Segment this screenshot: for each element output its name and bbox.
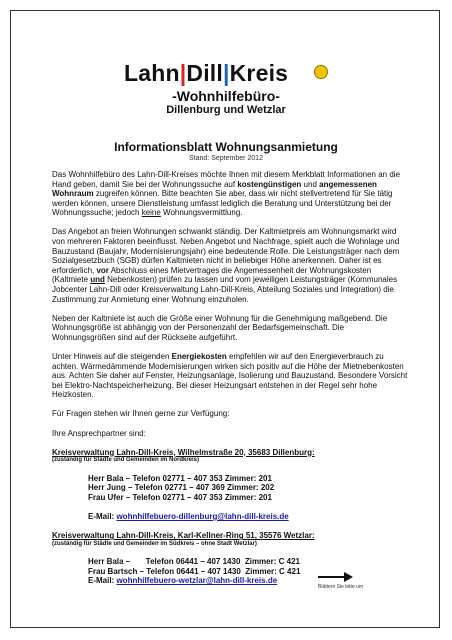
dillenburg-email-row: [52, 512, 408, 522]
logo-divider-blue: |: [222, 60, 230, 86]
dillenburg-note: (zuständig für Städte und Gemeinden im Nordkreis): [52, 457, 200, 464]
document-date: Stand: September 2012: [189, 155, 263, 162]
wetzlar-address-heading: Kreisverwaltung Lahn-Dill-Kreis, Karl-Kellner-Ring 51, 35576 Wetzlar:: [52, 531, 315, 541]
intro-text-3: zugreifen können. Bitte beachten Sie aber, dass wir nicht stellvertretend für Sie tätig werden können, unsere Dienstleistung umfasst lediglich die Beratung und Unterstützung bei der Wohnungssuche; jedoch: [52, 189, 393, 218]
logo-part-kreis: Kreis: [229, 60, 289, 86]
dillenburg-address-heading: Kreisverwaltung Lahn-Dill-Kreis, Wilhelmstraße 20, 35683 Dillenburg:: [52, 447, 315, 457]
questions-line: Für Fragen stehen wir Ihnen gerne zur Verfügung:: [52, 409, 230, 419]
energy-text: Unter Hinweis auf die steigenden: [52, 352, 172, 361]
market-paragraph: [52, 227, 408, 304]
contact-row: Herr Jung – Telefon 02771 – 407 369 Zimmer: 202: [88, 483, 275, 493]
dillenburg-email-link[interactable]: wohnhilfebuero-dillenburg@lahn-dill-kreis.de: [116, 512, 289, 522]
intro-text-2: und: [301, 179, 320, 189]
size-paragraph: Neben der Kaltmiete ist auch die Größe einer Wohnung für die Genehmigung maßgebend. Die Wohnungsgröße ist abhängig von der Personenzahl der Bedarfsgemeinschaft. Die Wohnungsgrößen sind auf der Rückseite aufgeführt.: [52, 313, 388, 342]
contact-row: Frau Bartsch – Telefon 06441 – 407 1430 Zimmer: C 421: [88, 566, 301, 576]
contact-row: Herr Bala – Telefon 06441 – 407 1430 Zimmer: C 421: [88, 557, 300, 567]
office-title: -Wohnhilfebüro-: [172, 88, 280, 104]
market-bold: vor: [96, 265, 109, 275]
intro-text-4: Wohnungsvermittlung.: [160, 208, 243, 218]
logo-dot-icon: [314, 65, 328, 79]
next-page-indicator: [318, 570, 376, 592]
intro-text: Das Wohnhilfebüro des Lahn-Dill-Kreises möchte Ihnen mit diesem Merkblatt Informationen an die Hand geben, damit Sie bei der Wohnungssuche auf: [52, 170, 401, 189]
intro-underline: keine: [141, 208, 161, 218]
next-page-label: Blättern Sie bitte um: [318, 584, 364, 590]
market-text-2: Abschluss eines Mietvertrages die Angemessenheit der Wohnungskosten (Kaltmiete: [52, 265, 372, 285]
market-text: Das Angebot an freien Wohnungen schwankt ständig. Der Kaltmietpreis am Wohnungsmarkt wird von mehreren Faktoren beeinflusst. Neben Angebot und Nachfrage, spielt auch die Wohnlage und Bauzustand (Baujahr, Modernisierungsjahr) eine bedeutende Rolle. Die Leistungsträger nach dem Sozialgesetzbuch (SGB) dürfen Kaltmieten nicht in beliebiger Höhe anerkennen. Daher ist es erforderlich,: [52, 227, 400, 275]
energy-bold: Energiekosten: [171, 352, 227, 361]
intro-paragraph: [52, 170, 408, 218]
contact-row: Herr Bala – Telefon 02771 – 407 353 Zimmer: 201: [88, 473, 272, 483]
partners-label: Ihre Ansprechpartner sind:: [52, 428, 146, 438]
arrow-right-icon: [318, 576, 344, 578]
wetzlar-email-link[interactable]: wohnhilfebuero-wetzlar@lahn-dill-kreis.de: [116, 576, 278, 586]
logo-part-lahn: Lahn: [124, 60, 180, 86]
wetzlar-note: (zuständig für Städte und Gemeinden im Südkreis – ohne Stadt Wetzlar): [52, 540, 257, 547]
arrow-head-icon: [344, 572, 353, 582]
intro-bold-2: angemessenen Wohnraum: [52, 179, 377, 199]
lahn-dill-kreis-logo: [124, 60, 328, 90]
logo-divider-red: |: [179, 60, 187, 86]
document-body: [52, 170, 408, 586]
logo-part-dill: Dill: [186, 60, 223, 86]
logo-wordmark: [124, 60, 288, 87]
email-label: E-Mail:: [88, 576, 117, 586]
document-title: Informationsblatt Wohnungsanmietung: [114, 140, 338, 154]
energy-text-2: empfehlen wir auf den Energieverbrauch zu achten. Wärmedämmende Modernisierungen wirken sich positiv auf die Höhe der Mietnebenkosten aus. Achten Sie daher auf Fenster, Heizungsanlage, Isolierung und Bauzustand. Besondere Vorsicht bei Elektro-Nachtspeicherheizung. Bei dieser Heizungsart entstehen in der Regel sehr hohe Heizkosten.: [52, 352, 408, 400]
office-location: Dillenburg und Wetzlar: [166, 104, 286, 116]
email-label: E-Mail:: [88, 512, 117, 522]
energy-paragraph: [52, 352, 408, 400]
market-text-3: Nebenkosten) prüfen zu lassen und vom jeweiligen Leistungsträger (Kommunales Jobcenter Lahn-Dill oder Kreisverwaltung Lahn-Dill-Kreis, Abteilung Soziales und Integration) die Zustimmung zur Anmietung einer Wohnung einzuholen.: [52, 275, 398, 304]
market-bold-underline: und: [90, 275, 105, 285]
intro-bold-1: kostengünstigen: [237, 179, 302, 189]
contact-row: Frau Ufer – Telefon 02771 – 407 353 Zimmer: 201: [88, 492, 272, 502]
